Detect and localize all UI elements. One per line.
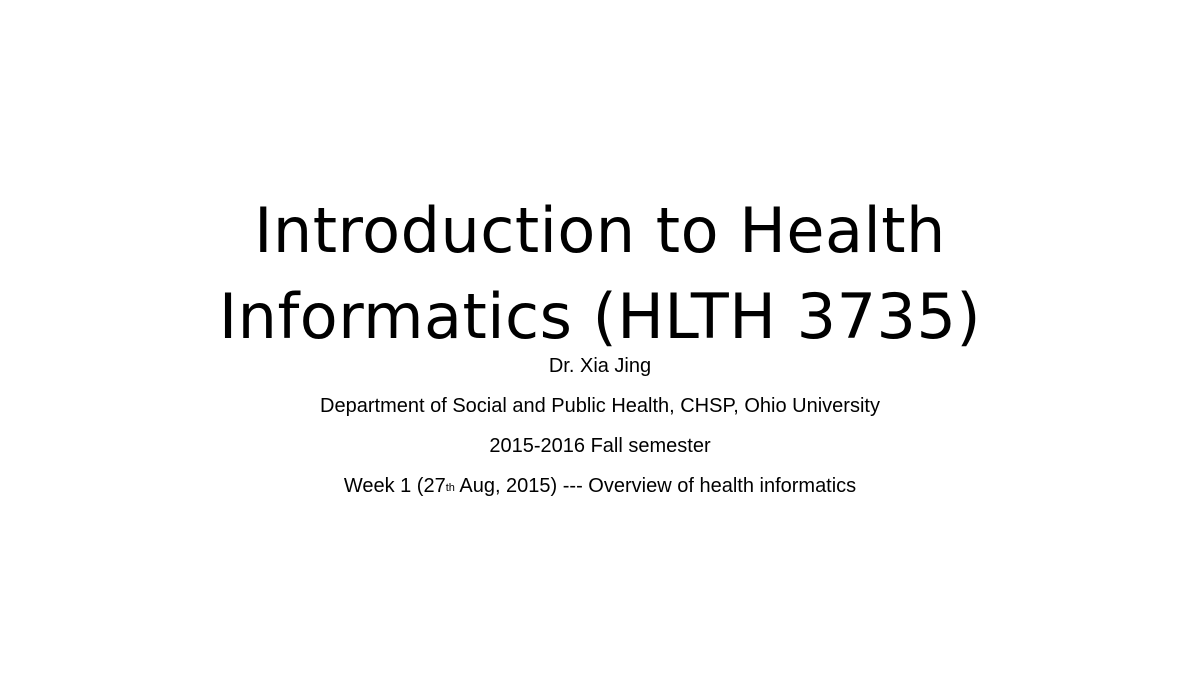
week-prefix: Week 1 (27 xyxy=(343,475,446,497)
slide-subtitle xyxy=(0,352,1200,512)
department-line: Department of Social and Public Health, CHSP, Ohio University xyxy=(320,395,880,417)
title-line-2: Informatics (HLTH 3735) xyxy=(218,280,982,353)
week-suffix: Aug, 2015) --- Overview of health informatics xyxy=(454,475,857,497)
week-date-superscript: th xyxy=(445,482,455,494)
title-line-1: Introduction to Health xyxy=(254,194,946,267)
author-name: Dr. Xia Jing xyxy=(548,355,652,377)
semester-line: 2015-2016 Fall semester xyxy=(489,435,711,457)
week-line xyxy=(0,472,1200,512)
slide-title xyxy=(0,188,1200,360)
